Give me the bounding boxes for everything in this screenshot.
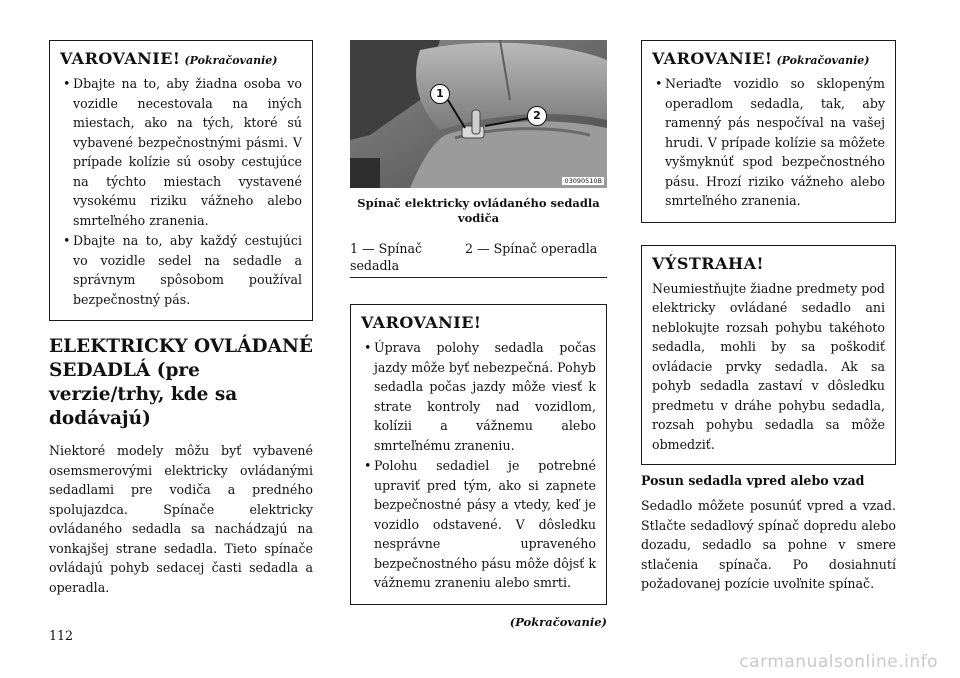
figure-legend (350, 240, 607, 278)
callout-1: 1 (430, 84, 450, 104)
column-right (641, 40, 896, 594)
warning-title (652, 49, 885, 68)
warning-bullets (361, 338, 596, 593)
subheading: Posun sedadla vpred alebo vzad (641, 473, 865, 488)
warning-bullets (60, 74, 302, 309)
figure-code: 03090510B (564, 177, 602, 185)
warning-title: VAROVANIE! (361, 313, 482, 332)
warning-box-continued (641, 40, 896, 223)
continued-label: (Pokračovanie) (776, 54, 870, 67)
callout-2: 2 (527, 106, 547, 126)
bullet-item: • Polohu sedadiel je potrebné upraviť pred tým, ako si zapnete bezpečnostné pásy a vtedy, keď je vozidlo odstavené. V dôsledku nesprávne upraveného bezpečnostného pásu môže dôjsť k vážnemu zraneniu alebo smrti. (361, 456, 596, 593)
seat-switch-photo (350, 40, 607, 188)
continued-label: (Pokračovanie) (184, 54, 278, 67)
column-left (49, 40, 313, 597)
bullet-item: • Úprava polohy sedadla počas jazdy môže byť nebezpečná. Pohyb sedadla počas jazdy môže viesť k strate kontroly nad vozidlom, kolízii a vážnemu alebo smrteľnému zraneniu. (361, 338, 596, 455)
warning-title-text: VAROVANIE! (652, 49, 773, 68)
legend-item-1: 1 — Spínač sedadla (350, 241, 423, 273)
warning-box-continued (49, 40, 313, 321)
legend-item-2: 2 — Spínač operadla (465, 241, 598, 256)
body-paragraph: Sedadlo môžete posunúť vpred a vzad. Stlačte sedadlový spínač dopredu alebo dozadu, sedadlo sa pohne v smere stlačenia spínača. Po dosiahnutí požadovanej pozície uvoľnite spínač. (641, 498, 896, 591)
bullet-item: • Neriaďte vozidlo so sklopeným operadlom sedadla, tak, aby ramenný pás nespočíval na vašej hrudi. V prípade kolízie sa môžete vyšmyknúť spod bezpečnostného pásu. Hrozí riziko vážneho alebo smrteľného zranenia. (652, 74, 885, 211)
seat-illustration (350, 40, 607, 188)
page-number: 112 (49, 628, 74, 643)
warning-title (60, 49, 302, 68)
warning-title-text: VAROVANIE! (60, 49, 181, 68)
watermark: carmanualsonline.info (739, 652, 938, 672)
section-heading: ELEKTRICKY OVLÁDANÉ SEDADLÁ (pre verzie/trhy, kde sa dodávajú) (49, 336, 313, 429)
intro-paragraph: Niektoré modely môžu byť vybavené osemsmerovými elektricky ovládanými sedadlami pre vodiča a predného spolujazdca. Spínače elektricky ovládaného sedadla sa nachádzajú na vonkajšej strane sedadla. Tieto spínače ovládajú pohyb sedacej časti sedadla a operadla. (49, 443, 313, 595)
column-middle (350, 40, 607, 629)
figure-caption: Spínač elektricky ovládaného sedadla vodiča (357, 196, 600, 225)
continued-note: (Pokračovanie) (509, 614, 607, 629)
bullet-item: • Dbajte na to, aby každý cestujúci vo vozidle sedel na sedadle a správnym spôsobom používal bezpečnostný pás. (60, 231, 302, 309)
warning-box (350, 304, 607, 605)
caution-title: VÝSTRAHA! (652, 253, 765, 273)
warning-bullets (652, 74, 885, 211)
caution-body: Neumiestňujte žiadne predmety pod elektricky ovládané sedadlo ani neblokujte rozsah pohybu takéhoto sedadla, mohli by sa poškodiť ovládacie prvky sedadla. Ak sa pohyb sedadla zastaví v dôsledku predmetu v dráhe pohybu sedadla, rozsah pohybu sedadla sa môže obmedziť. (652, 280, 885, 452)
bullet-item: • Dbajte na to, aby žiadna osoba vo vozidle necestovala na iných miestach, ako na tých, ktoré sú vybavené bezpečnostnými pásmi. V prípade kolízie sú osoby cestujúce na týchto miestach vystavené vysokému riziku vážneho alebo smrteľného zranenia. (60, 74, 302, 230)
caution-box (641, 245, 896, 466)
